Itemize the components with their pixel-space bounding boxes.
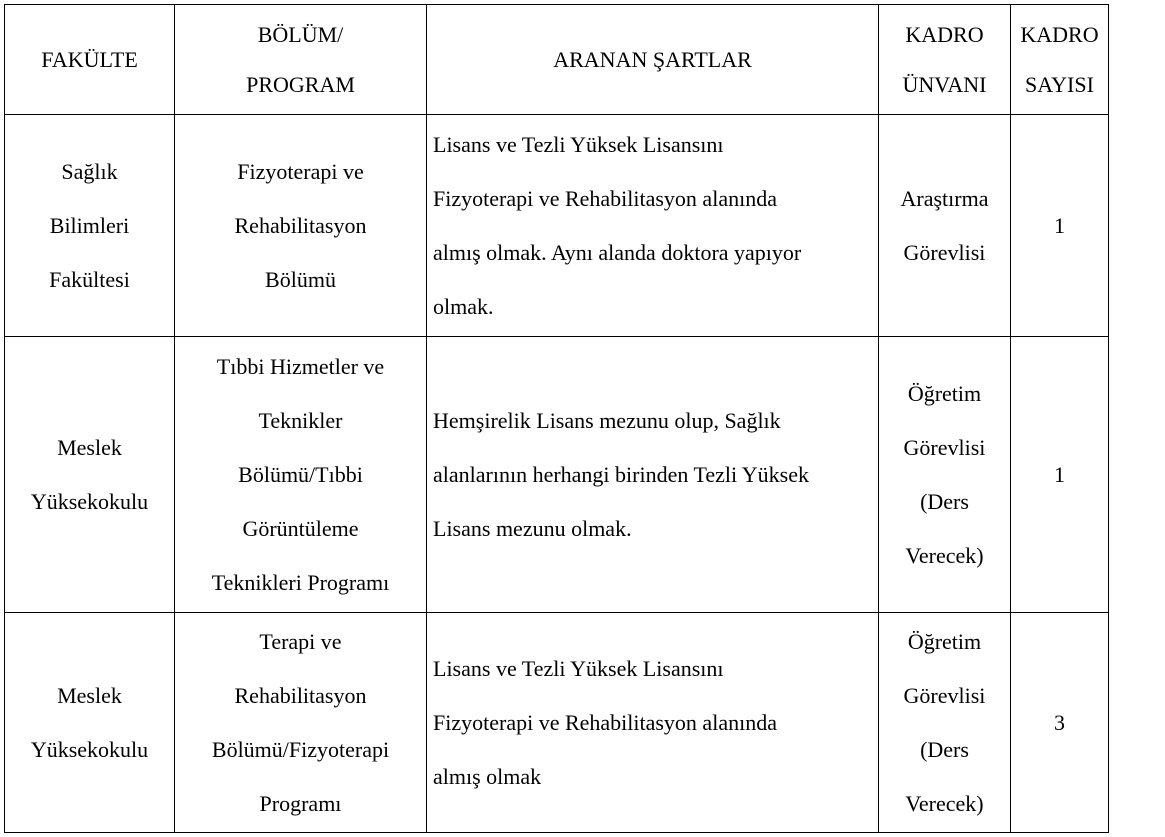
header-sayi: KADRO SAYISI xyxy=(1011,5,1109,115)
kadro-table xyxy=(4,4,1109,833)
cell-sartlar: Lisans ve Tezli Yüksek Lisansını Fizyoterapi ve Rehabilitasyon alanında almış olmak. Aynı alanda doktora yapıyor olmak. xyxy=(427,115,879,337)
header-bolum: BÖLÜM/ PROGRAM xyxy=(175,5,427,115)
cell-sartlar: Lisans ve Tezli Yüksek Lisansını Fizyoterapi ve Rehabilitasyon alanında almış olmak xyxy=(427,613,879,833)
cell-unvan: Öğretim Görevlisi (Ders Verecek) xyxy=(879,613,1011,833)
cell-bolum: Terapi ve Rehabilitasyon Bölümü/Fizyoterapi Programı xyxy=(175,613,427,833)
header-row xyxy=(5,5,1109,115)
cell-fakulte: Meslek Yüksekokulu xyxy=(5,613,175,833)
cell-sayi: 3 xyxy=(1011,613,1109,833)
table-row xyxy=(5,613,1109,833)
cell-sayi: 1 xyxy=(1011,337,1109,613)
cell-sayi: 1 xyxy=(1011,115,1109,337)
cell-sartlar: Hemşirelik Lisans mezunu olup, Sağlık alanlarının herhangi birinden Tezli Yüksek Lisans mezunu olmak. xyxy=(427,337,879,613)
cell-fakulte: Meslek Yüksekokulu xyxy=(5,337,175,613)
table-row xyxy=(5,115,1109,337)
cell-unvan: Araştırma Görevlisi xyxy=(879,115,1011,337)
header-sartlar: ARANAN ŞARTLAR xyxy=(427,5,879,115)
cell-unvan: Öğretim Görevlisi (Ders Verecek) xyxy=(879,337,1011,613)
cell-bolum: Fizyoterapi ve Rehabilitasyon Bölümü xyxy=(175,115,427,337)
cell-bolum: Tıbbi Hizmetler ve Teknikler Bölümü/Tıbbi Görüntüleme Teknikleri Programı xyxy=(175,337,427,613)
table-row xyxy=(5,337,1109,613)
cell-fakulte: Sağlık Bilimleri Fakültesi xyxy=(5,115,175,337)
header-unvan: KADRO ÜNVANI xyxy=(879,5,1011,115)
header-fakulte: FAKÜLTE xyxy=(5,5,175,115)
